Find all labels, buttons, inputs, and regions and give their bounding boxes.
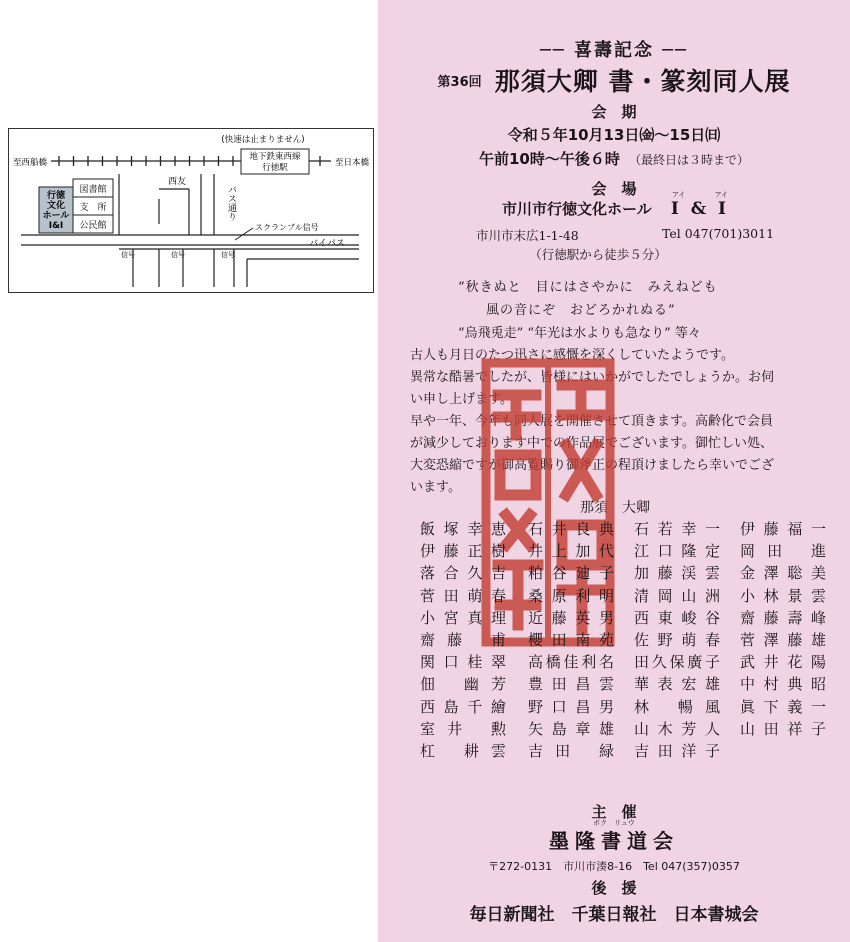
member-name: 室 井 勲	[420, 719, 506, 738]
kicker: ── 喜壽記念 ──	[540, 40, 688, 61]
member-name: 近 藤 英 男	[528, 608, 614, 627]
host-ruby: ボク リュウ	[593, 819, 635, 827]
hours: 午前10時〜午後６時	[479, 150, 620, 168]
member-name: 華 表 宏 雄	[634, 675, 720, 694]
library-label: 図書館	[79, 185, 107, 195]
member-name: 吉 田 洋 子	[634, 742, 720, 760]
branch-label: 支 所	[79, 203, 107, 213]
member-name: 林 暢 風	[634, 697, 720, 716]
station-name-label: 行徳駅	[262, 163, 288, 173]
member-name: 中 村 典 昭	[740, 675, 826, 694]
svg-text:I&I: I&I	[48, 221, 64, 231]
member-name: 江 口 隆 定	[634, 542, 720, 561]
scramble-label: スクランブル信号	[255, 223, 319, 232]
venue-ruby: アイ	[714, 191, 728, 199]
venue-ruby: アイ	[671, 191, 686, 199]
venue-row	[378, 191, 850, 219]
member-name: 落 合 久 吉	[420, 564, 506, 583]
map-drawing	[9, 129, 373, 292]
bus-street-label: バス通り	[226, 185, 236, 221]
member-name: 杠 耕 雲	[420, 742, 506, 760]
venue-ii: アイ I & アイ I	[670, 191, 728, 219]
venue-access: （行徳駅から徒歩５分）	[529, 247, 667, 262]
venue-tel: Tel 047(701)3011	[662, 226, 775, 241]
member-name: 吉 田 緑	[528, 742, 614, 760]
member-name: 井 上 加 代	[528, 542, 614, 561]
member-name: 佃 幽 芳	[420, 675, 506, 694]
member-name: 清 岡 山 洲	[634, 586, 720, 605]
member-name: 櫻 田 南 苑	[528, 631, 614, 649]
member-name: 西 島 千 繪	[420, 697, 506, 716]
exhibition-title: 那須大卿 書・篆刻同人展	[494, 67, 791, 96]
signal-label: 信号	[171, 251, 185, 259]
member-name: 山 木 芳 人	[634, 719, 720, 738]
period-heading: 会 期	[591, 103, 637, 121]
greeting-line: “烏飛兎走” “年光は水よりも急なり” 等々	[458, 326, 701, 341]
greeting-line: い申し上げます。	[410, 392, 513, 407]
hours-row	[378, 148, 850, 169]
member-name: 岡 田 進	[740, 542, 826, 561]
member-name: 粕 谷 廸 子	[528, 564, 614, 583]
seal-stamp	[478, 355, 618, 650]
svg-text:文化: 文化	[46, 201, 66, 211]
signal-label: 信号	[121, 251, 135, 259]
support-heading: 後 援	[591, 879, 637, 897]
svg-text:ホール: ホール	[42, 211, 70, 221]
svg-text:行徳: 行徳	[46, 191, 66, 201]
nishitomo-label: 西友	[167, 177, 187, 187]
member-name: 山 田 祥 子	[740, 719, 826, 738]
member-name: 齋 藤 甫	[420, 631, 506, 649]
host-name: 墨隆書道会	[549, 829, 679, 853]
scramble-arrow	[235, 228, 253, 240]
bypass-label: バイパス	[309, 239, 345, 249]
member-name: 小 林 景 雲	[740, 586, 826, 605]
member-name: 金 澤 聡 美	[740, 564, 826, 583]
member-name: 伊 藤 正 樹	[420, 542, 506, 561]
venue-address: 市川市末広1-1-48	[476, 228, 579, 243]
member-name: 野 口 昌 男	[528, 697, 614, 716]
greeting-line: 早や一年、今年も同人展を開催させて頂きます。高齢化で会員	[410, 414, 773, 429]
title-row	[378, 62, 850, 98]
access-map	[8, 128, 374, 293]
greeting-line: 古人も月日のたつ迅さに感慨を深くしていたようです。	[410, 348, 734, 363]
greeting-line: が減少しております中での作品展でございます。御忙しい処、	[410, 436, 773, 451]
community-label: 公民館	[79, 221, 107, 231]
right-destination: 至日本橋	[335, 158, 370, 168]
member-name: 加 藤 渓 雲	[634, 564, 720, 583]
member-name: 小 宮 真 理	[420, 608, 506, 627]
supporters: 毎日新聞社 千葉日報社 日本書城会	[469, 905, 759, 925]
member-name: 石 井 良 典	[528, 520, 614, 538]
member-name: 関 口 桂 翠	[420, 653, 506, 672]
hours-note: （最終日は３時まで）	[628, 153, 749, 167]
member-name: 眞 下 義 一	[740, 697, 826, 716]
left-destination: 至西船橋	[13, 158, 48, 168]
period-dates: 令和５年10月13日㈮〜15日㈰	[507, 126, 721, 144]
member-name: 高 橋 佳 利 名	[528, 653, 614, 672]
member-name: 西 東 峻 谷	[634, 608, 720, 627]
poem-line-2: 風の音にぞ おどろかれぬる”	[486, 303, 676, 318]
signal-label: 信号	[221, 251, 235, 259]
member-name: 飯 塚 幸 恵	[420, 520, 506, 538]
member-name: 矢 島 章 雄	[528, 719, 614, 738]
member-name: 石 若 幸 一	[634, 520, 720, 538]
venue-heading: 会 場	[591, 180, 637, 198]
greeting-line: 異常な酷暑でしたが、皆様にはいかがでしたでしょうか。お伺	[410, 370, 775, 385]
greeting-line: 大変恐縮ですが御高覧賜り御斧正の程頂けましたら幸いでござ	[410, 458, 775, 473]
poem-line-1: “秋きぬと 目にはさやかに みえねども	[458, 280, 718, 295]
member-name: 伊 藤 福 一	[740, 520, 826, 538]
member-name: 菅 澤 藤 雄	[740, 631, 826, 649]
edition-label: 第36回	[437, 75, 482, 90]
express-note: (快速は止まりません)	[221, 135, 305, 145]
venue-name: 市川市行徳文化ホール	[502, 200, 652, 218]
signature: 那須 大卿	[580, 500, 650, 516]
host-address: 〒272-0131 市川市湊8-16 Tel 047(357)0357	[488, 860, 740, 873]
member-name: 菅 田 萌 春	[420, 586, 506, 605]
member-name: 佐 野 萌 春	[634, 631, 720, 649]
host-heading: 主 催	[591, 803, 637, 821]
greeting-line: います。	[410, 480, 461, 495]
member-name: 齋 藤 壽 峰	[740, 608, 826, 627]
station-line-label: 地下鉄東西線	[249, 152, 301, 162]
member-name: 桑 原 利 明	[528, 586, 614, 605]
member-name: 田 久 保 廣 子	[634, 653, 720, 672]
member-name: 武 井 花 陽	[740, 653, 826, 672]
member-name: 豊 田 昌 雲	[528, 675, 614, 694]
